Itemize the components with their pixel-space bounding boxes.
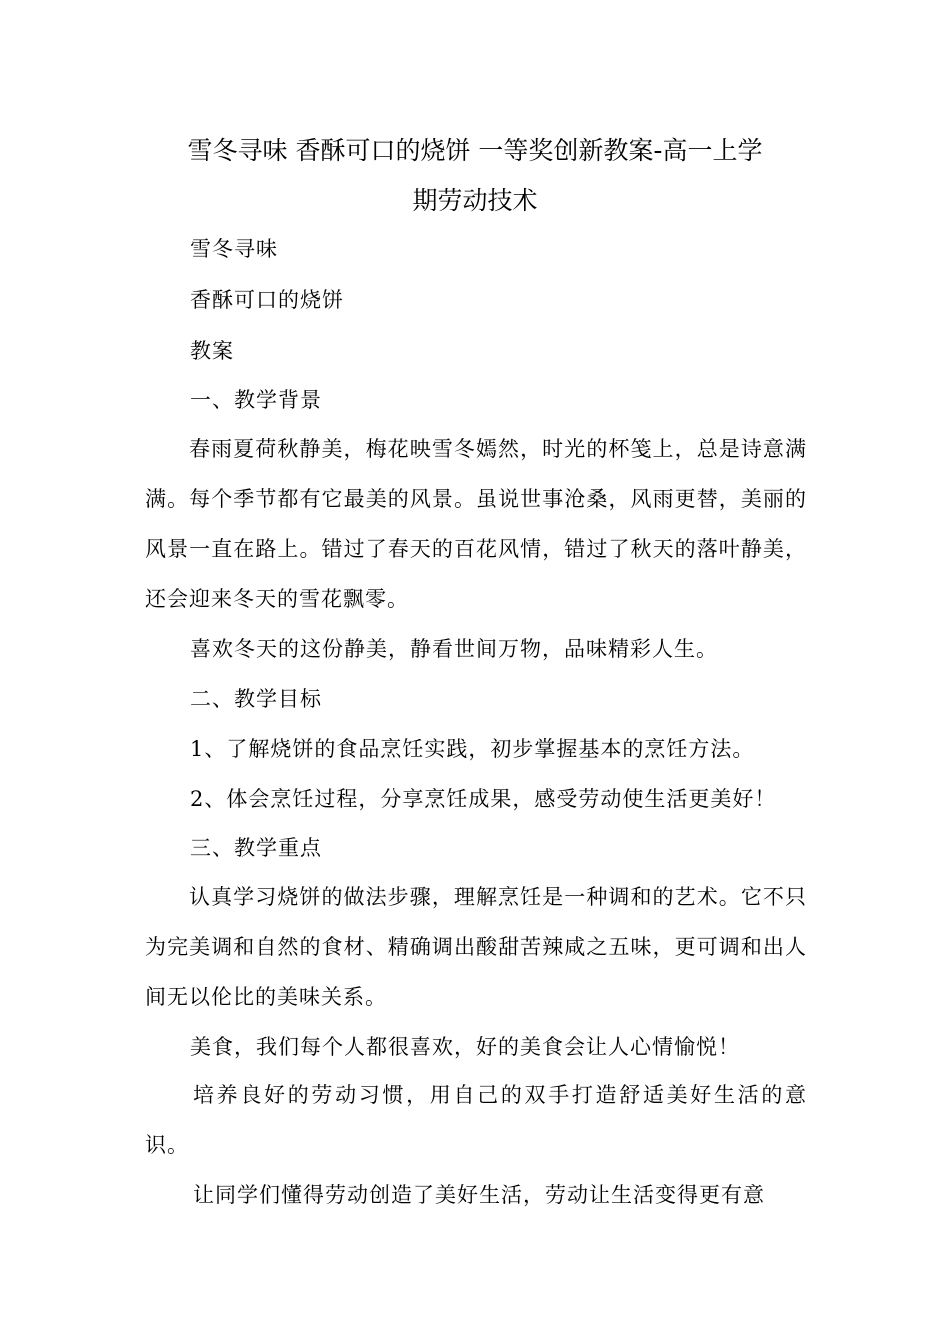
section-heading-goals: 二、教学目标 (190, 687, 322, 711)
key-points-food-sentence: 美食，我们每个人都很喜欢，好的美食会让人心情愉悦！ (190, 1035, 740, 1059)
background-paragraph: 春雨夏荷秋静美，梅花映雪冬嫣然，时光的杯笺上，总是诗意满满。每个季节都有它最美的风景。虽说世事沧桑，风雨更替，美丽的风景一直在路上。错过了春天的百花风情，错过了秋天的落叶静美，还会迎来冬天的雪花飘零。 (145, 437, 807, 611)
key-points-paragraph: 认真学习烧饼的做法步骤，理解烹饪是一种调和的艺术。它不只为完美调和自然的食材、精确调出酸甜苦辣咸之五味，更可调和出人间无以伦比的美味关系。 (145, 885, 807, 1009)
section-heading-background: 一、教学背景 (190, 388, 322, 412)
background-closing-sentence: 喜欢冬天的这份静美，静看世间万物，品味精彩人生。 (190, 637, 718, 661)
subtitle-shaobing: 香酥可口的烧饼 (190, 288, 344, 312)
key-points-habit-paragraph: 培养良好的劳动习惯，用自己的双手打造舒适美好生活的意识。 (145, 1083, 807, 1157)
document-title-line-1: 雪冬寻味 香酥可口的烧饼 一等奖创新教案-高一上学 (187, 136, 763, 165)
key-points-labor-paragraph: 让同学们懂得劳动创造了美好生活，劳动让生活变得更有意 (193, 1183, 765, 1207)
subtitle-jiaoan: 教案 (190, 339, 234, 363)
section-heading-key-points: 三、教学重点 (190, 836, 322, 860)
document-title-line-2: 期劳动技术 (412, 186, 538, 215)
goal-item-1: 1、了解烧饼的食品烹饪实践，初步掌握基本的烹饪方法。 (190, 737, 755, 761)
goal-item-2: 2、体会烹饪过程，分享烹饪成果，感受劳动使生活更美好！ (190, 787, 777, 811)
subtitle-xuedong-xunwei: 雪冬寻味 (190, 237, 278, 261)
